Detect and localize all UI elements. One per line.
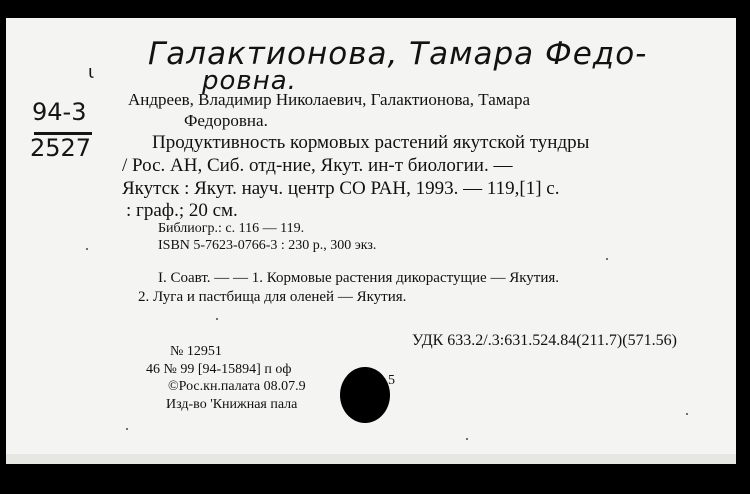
shelf-mark-bottom: 2527 (30, 134, 92, 162)
speck (466, 438, 468, 440)
udk-code: УДК 633.2/.3:631.524.84(211.7)(571.56) (412, 332, 677, 349)
isbn-line: ISBN 5-7623-0766-3 : 230 р., 300 экз. (158, 238, 377, 253)
title-line-3: Якутск : Якут. науч. центр СО РАН, 1993. — 119,[1] с. (122, 178, 560, 199)
handwritten-author: Галактионова, Тамара Федо- (148, 36, 648, 72)
catalog-card (6, 18, 736, 464)
speck (126, 428, 128, 430)
speck (686, 413, 688, 415)
title-line-1: Продуктивность кормовых растений якутской тундры (152, 132, 590, 153)
order-line: 46 № 99 [94-15894] п оф (146, 362, 292, 377)
shelf-mark-top: 94-3 (32, 98, 87, 126)
book-chamber-line: ©Рос.кн.палата 08.07.9 (168, 379, 306, 394)
speck (606, 258, 608, 260)
card-bottom-edge (6, 454, 736, 464)
ink-blot (340, 367, 390, 423)
handwritten-author-continuation: ровна. (202, 66, 297, 96)
subjects-line-2: 2. Луга и пастбища для оленей — Якутия. (138, 289, 407, 305)
speck (86, 248, 88, 250)
book-chamber-suffix: 5 (388, 373, 395, 388)
margin-mark: ι (88, 62, 95, 83)
subjects-line-1: I. Соавт. — — 1. Кормовые растения дикорастущие — Якутия. (158, 270, 560, 286)
bibliography-note: Библиогр.: с. 116 — 119. (158, 221, 305, 236)
publisher-line: Изд-во 'Книжная пала (166, 397, 298, 412)
registration-number: № 12951 (170, 344, 222, 359)
authors-line-1: Андреев, Владимир Николаевич, Галактионова, Тамара (128, 90, 531, 109)
authors-line-2: Федоровна. (184, 111, 268, 130)
speck (216, 318, 218, 320)
title-line-2: / Рос. АН, Сиб. отд-ние, Якут. ин-т биологии. — (122, 155, 513, 176)
title-line-4: : граф.; 20 см. (126, 200, 238, 221)
